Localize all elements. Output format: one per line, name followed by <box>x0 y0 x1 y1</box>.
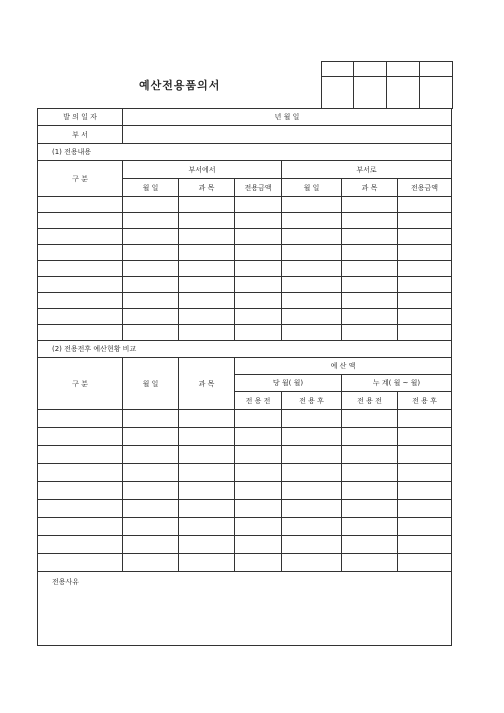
s2-cell[interactable] <box>342 482 398 500</box>
s1-cell[interactable] <box>342 245 398 261</box>
s1-cell[interactable] <box>398 229 452 245</box>
section2-title: (2) 전용전후 예산현황 비교 <box>38 341 452 358</box>
s2-cell[interactable] <box>38 554 123 572</box>
s1-cell[interactable] <box>123 197 179 213</box>
section1-category: 구 분 <box>38 161 123 197</box>
col-to-subject: 과 목 <box>342 179 398 197</box>
s2-cell[interactable] <box>123 536 179 554</box>
s1-cell[interactable] <box>235 293 282 309</box>
s1-cell[interactable] <box>38 325 123 341</box>
s1-cell[interactable] <box>282 293 342 309</box>
s2-cell[interactable] <box>398 500 452 518</box>
s2-cell[interactable] <box>179 518 235 536</box>
s2-cell[interactable] <box>123 518 179 536</box>
s1-cell[interactable] <box>398 245 452 261</box>
s2-cell[interactable] <box>282 464 342 482</box>
date-label: 발 의 일 자 <box>38 109 123 126</box>
s2-cell[interactable] <box>235 518 282 536</box>
s1-cell[interactable] <box>235 309 282 325</box>
s2-cell[interactable] <box>123 446 179 464</box>
s2-cell[interactable] <box>235 482 282 500</box>
s1-cell[interactable] <box>123 277 179 293</box>
s1-cell[interactable] <box>123 293 179 309</box>
s2-cell[interactable] <box>235 500 282 518</box>
s2-cell[interactable] <box>282 446 342 464</box>
s2-cell[interactable] <box>38 518 123 536</box>
s1-cell[interactable] <box>282 277 342 293</box>
s2-cell[interactable] <box>123 428 179 446</box>
s2-cell[interactable] <box>123 554 179 572</box>
s1-cell[interactable] <box>342 197 398 213</box>
s2-cell[interactable] <box>38 536 123 554</box>
s1-cell[interactable] <box>282 325 342 341</box>
s1-cell[interactable] <box>282 245 342 261</box>
s2-cell[interactable] <box>342 410 398 428</box>
s1-cell[interactable] <box>38 309 123 325</box>
s1-cell[interactable] <box>38 197 123 213</box>
s1-cell[interactable] <box>398 309 452 325</box>
s2-cell[interactable] <box>179 464 235 482</box>
approval-sign-cell <box>387 77 420 109</box>
s1-cell[interactable] <box>235 245 282 261</box>
s1-cell[interactable] <box>179 309 235 325</box>
current-month-header: 당 월( 월) <box>235 375 342 392</box>
s1-cell[interactable] <box>342 293 398 309</box>
s1-cell[interactable] <box>398 213 452 229</box>
col-to-date: 월 일 <box>282 179 342 197</box>
approval-header-cell <box>354 62 387 77</box>
s1-cell[interactable] <box>398 197 452 213</box>
s1-cell[interactable] <box>179 197 235 213</box>
s2-cell[interactable] <box>235 428 282 446</box>
s2-cell[interactable] <box>235 446 282 464</box>
s2-cell[interactable] <box>342 500 398 518</box>
s1-cell[interactable] <box>342 325 398 341</box>
approval-sign-cell <box>420 77 453 109</box>
s1-cell[interactable] <box>342 213 398 229</box>
s1-cell[interactable] <box>123 245 179 261</box>
s2-cell[interactable] <box>342 554 398 572</box>
s1-cell[interactable] <box>38 293 123 309</box>
s1-cell[interactable] <box>179 325 235 341</box>
s1-cell[interactable] <box>179 277 235 293</box>
s1-cell[interactable] <box>342 229 398 245</box>
s2-cell[interactable] <box>398 536 452 554</box>
col-from-amount: 전용금액 <box>235 179 282 197</box>
s1-cell[interactable] <box>342 277 398 293</box>
s1-cell[interactable] <box>235 213 282 229</box>
s2-cell[interactable] <box>342 446 398 464</box>
s1-cell[interactable] <box>235 261 282 277</box>
from-dept-header: 부서에서 <box>123 161 282 179</box>
main-form-table <box>37 108 452 646</box>
s1-cell[interactable] <box>398 261 452 277</box>
s1-cell[interactable] <box>179 229 235 245</box>
col-from-subject: 과 목 <box>179 179 235 197</box>
transfer-reason-box[interactable] <box>38 572 452 646</box>
s2-cell[interactable] <box>235 410 282 428</box>
s2-cell[interactable] <box>342 428 398 446</box>
approval-header-cell <box>387 62 420 77</box>
to-dept-header: 부서로 <box>282 161 452 179</box>
approval-header-cell <box>322 62 354 77</box>
s1-cell[interactable] <box>398 325 452 341</box>
s1-cell[interactable] <box>123 229 179 245</box>
s1-cell[interactable] <box>179 245 235 261</box>
budget-header: 예 산 액 <box>235 358 452 375</box>
approval-sign-cell <box>322 77 354 109</box>
s2-cell[interactable] <box>282 536 342 554</box>
s2-cell[interactable] <box>342 518 398 536</box>
s2-cell[interactable] <box>342 464 398 482</box>
s1-cell[interactable] <box>38 261 123 277</box>
s2-cell[interactable] <box>235 536 282 554</box>
s2-cell[interactable] <box>123 410 179 428</box>
s1-cell[interactable] <box>282 197 342 213</box>
s2-cell[interactable] <box>282 410 342 428</box>
s1-cell[interactable] <box>282 261 342 277</box>
s1-cell[interactable] <box>235 277 282 293</box>
s2-cell[interactable] <box>282 500 342 518</box>
s2-cell[interactable] <box>179 482 235 500</box>
s1-cell[interactable] <box>179 261 235 277</box>
section2-month-day: 월 일 <box>123 358 179 410</box>
s1-cell[interactable] <box>123 261 179 277</box>
s2-cell[interactable] <box>398 428 452 446</box>
s2-cell[interactable] <box>179 500 235 518</box>
s1-cell[interactable] <box>282 229 342 245</box>
s2-cell[interactable] <box>398 482 452 500</box>
s2-cell[interactable] <box>398 464 452 482</box>
before-transfer-1: 전 용 전 <box>235 392 282 410</box>
s1-cell[interactable] <box>38 245 123 261</box>
before-transfer-2: 전 용 전 <box>342 392 398 410</box>
s2-cell[interactable] <box>179 410 235 428</box>
s2-cell[interactable] <box>38 410 123 428</box>
s1-cell[interactable] <box>342 261 398 277</box>
s1-cell[interactable] <box>123 309 179 325</box>
s2-cell[interactable] <box>342 536 398 554</box>
s2-cell[interactable] <box>398 410 452 428</box>
dept-label: 부 서 <box>38 126 123 144</box>
s2-cell[interactable] <box>282 554 342 572</box>
s1-cell[interactable] <box>282 309 342 325</box>
s2-cell[interactable] <box>123 464 179 482</box>
s1-cell[interactable] <box>342 309 398 325</box>
section2-category: 구 분 <box>38 358 123 410</box>
s1-cell[interactable] <box>235 325 282 341</box>
s2-cell[interactable] <box>179 446 235 464</box>
s1-cell[interactable] <box>282 213 342 229</box>
reason-label: 전용사유 <box>52 578 80 586</box>
s2-cell[interactable] <box>38 464 123 482</box>
s1-cell[interactable] <box>179 213 235 229</box>
s2-cell[interactable] <box>179 554 235 572</box>
s1-cell[interactable] <box>38 277 123 293</box>
cumulative-header: 누 계( 월 ~ 월) <box>342 375 452 392</box>
s2-cell[interactable] <box>123 500 179 518</box>
s2-cell[interactable] <box>38 500 123 518</box>
s2-cell[interactable] <box>282 428 342 446</box>
after-transfer-1: 전 용 후 <box>282 392 342 410</box>
s1-cell[interactable] <box>235 229 282 245</box>
date-value[interactable]: 년 월 일 <box>123 109 452 126</box>
section1-title: (1) 전용내용 <box>38 144 452 161</box>
s1-cell[interactable] <box>38 213 123 229</box>
approval-sign-cell <box>354 77 387 109</box>
s2-cell[interactable] <box>179 536 235 554</box>
s1-cell[interactable] <box>179 293 235 309</box>
s2-cell[interactable] <box>235 464 282 482</box>
s1-cell[interactable] <box>123 213 179 229</box>
s2-cell[interactable] <box>179 428 235 446</box>
form-title: 예산전용품의서 <box>139 79 221 92</box>
s2-cell[interactable] <box>38 446 123 464</box>
s1-cell[interactable] <box>235 197 282 213</box>
s2-cell[interactable] <box>398 446 452 464</box>
section2-subject: 과 목 <box>179 358 235 410</box>
s2-cell[interactable] <box>38 482 123 500</box>
approval-box <box>321 61 453 109</box>
s2-cell[interactable] <box>38 428 123 446</box>
s1-cell[interactable] <box>398 277 452 293</box>
s2-cell[interactable] <box>282 518 342 536</box>
col-from-date: 월 일 <box>123 179 179 197</box>
s2-cell[interactable] <box>123 482 179 500</box>
s2-cell[interactable] <box>282 482 342 500</box>
s1-cell[interactable] <box>38 229 123 245</box>
s2-cell[interactable] <box>398 518 452 536</box>
col-to-amount: 전용금액 <box>398 179 452 197</box>
approval-header-cell <box>420 62 453 77</box>
s1-cell[interactable] <box>398 293 452 309</box>
dept-value[interactable] <box>123 126 452 144</box>
s1-cell[interactable] <box>123 325 179 341</box>
s2-cell[interactable] <box>398 554 452 572</box>
after-transfer-2: 전 용 후 <box>398 392 452 410</box>
s2-cell[interactable] <box>235 554 282 572</box>
